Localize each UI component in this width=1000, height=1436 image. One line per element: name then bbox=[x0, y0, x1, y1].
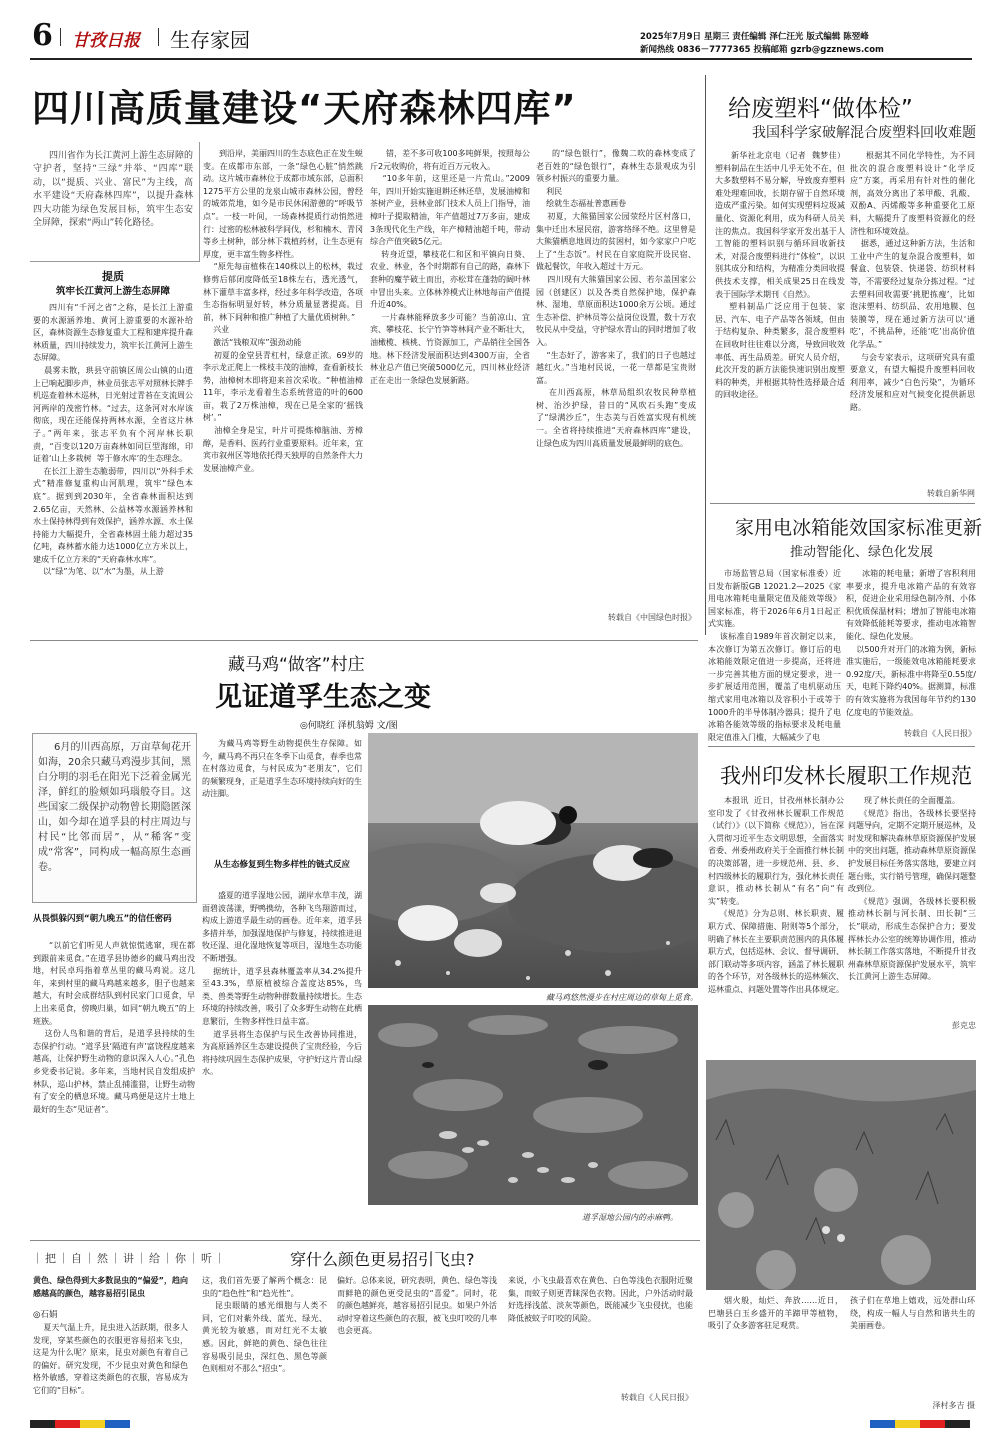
a2-credit: 转载自新华网 bbox=[927, 489, 975, 498]
divider bbox=[158, 28, 159, 46]
a5-photo-ruddy-shelduck bbox=[368, 1005, 698, 1205]
a3-title: 家用电冰箱能效国家标准更新 bbox=[735, 517, 983, 539]
a3-col2: 冰箱的耗电量；新增了容积利用率要求，提升电冰箱产品的有效容积，促进企业采用绿色制冷剂、小体积优质保温材料；增加了智能电冰箱有效降低能耗等要求，推动电冰箱智能化、绿色化发展。 以500升对开门的冰箱为例，新标准实施后，一级能效电冰箱能耗要求0.92度/天，新标准中将降至0.55度/天，电耗下降约40%。据测算，标准的有效实施将为我国每年节约约130亿度电的节能效益。 bbox=[846, 569, 976, 717]
a1-col3: 错，差不多可收100多吨鲜果，按照每公斤2元收购价，将有近百万元收入。 “10多年前，这里还是一片荒山。”2009年，四川开始实施退耕还林还草，发展油樟和茶树产业，县林业部门技术人员上门指导，油樟叶子提取精油，年产值超过7万多亩，建成3条现代化生产线，年产樟精油超千吨，带动综合产值突破5亿元。 转身近望，攀枝花仁和区和平镇向日葵、农业、林业，各个时期都有自己的路，森林下套种的魔芋破土而出，亦松茸在蓬勃的阔叶林中冒出头来。立体林养模式让林地每亩产值提升近40%。 一片森林能释放多少可能？当前凉山、宜宾、攀枝花、长宁竹笋等林间产业不断壮大，油橄榄、核桃、竹资源加工，产品销往全国各地。林下经济发展面积达到4300万亩，全省林业总产值已突破5000亿元，四川林业经济正在走出一条绿色发展新路。 bbox=[370, 149, 530, 385]
a6-col1: 夏天气温上升，昆虫进入活跃期，很多人发现，穿某些颜色的衣服更容易招来飞虫，这是为什么呢？原来，昆虫对颜色有着自己的偏好。研究发现，不少昆虫对黄色和绿色格外敏感，穿着这类颜色的衣服，容易成为它们的“目标”。 bbox=[33, 1323, 188, 1395]
a5-caption-1: 藏马鸡悠然漫步在村庄周边的草甸上觅食。 bbox=[546, 993, 698, 1002]
hotline: 新闻热线 0836－7777365 投稿邮箱 gzrb@gzznews.com bbox=[640, 45, 884, 55]
page-number: 6 bbox=[32, 18, 53, 53]
a2-col2: 根据其不同化学特性，为不同批次的混合废塑料设计“化学反应”方案，再采用有针对性的催化剂，高效分离出了苯甲酸、乳酸、双酚A、丙烯酸等多种重要化工原料，大幅提升了废塑料资源化的经济性和环境效益。 据悉，通过这种新方法，生活和工业中产生的复杂混合废塑料，如餐盒、包装袋、快递袋、纺织材料等，不需要经过复杂分拣过程。“过去塑料回收需要‘挑肥拣瘦’，比如泡沫塑料、纺织品、农用地膜、包装膜等，现在通过新方法可以‘通吃’，不挑品种，还能‘吃’出高价值化学品。” 与会专家表示，这项研究具有重要意义，有望大幅提升废塑料回收利用率，减少“白色污染”，为循环经济发展和应对气候变化提供新思路。 bbox=[850, 151, 975, 412]
a4-title: 我州印发林长履职工作规范 bbox=[720, 764, 972, 788]
a6-photo-caption-2: 孩子们在草地上嬉戏，远处群山环绕，构成一幅人与自然和谐共生的美丽画卷。 bbox=[850, 1296, 975, 1331]
a1-intro: 四川省作为长江黄河上游生态屏障的守护者，坚持“三绿”并举、“四库”联动，以“提质、兴业、富民”为主线，高水平建设“天府森林四库”，以提升森林四大功能为绿色发展目标，筑牢生态安全屏障，探索“两山”转化路径。 bbox=[33, 151, 193, 229]
a6-col3: 偏好。总体来说，研究表明，黄色、绿色等浅而鲜艳的颜色更受昆虫的“喜爱”。同时，花的颜色越鲜亮，越容易招引昆虫。如果户外活动时穿着这些颜色的衣服，被飞虫叮咬的几率也会更高。 bbox=[337, 1276, 497, 1336]
a6-credit: 转载自《人民日报》 bbox=[621, 1393, 693, 1402]
a5-col3: 盛夏的道孚湿地公园，湖岸水草丰茂，湖面碧波荡漾，野鸭携幼，各种飞鸟翔游而过，构成上游道孚最生动的画卷。近年来，道孚县多措并举，加强湿地保护与修复，持续推进退牧还湿、退化湿地恢复等项目，湿地生态功能不断增强。 据统计，道孚县森林覆盖率从34.2%提升至43.3%，草原植被综合盖度达85%，鸟类、兽类等野生动物种群数量持续增长。生态环境的持续改善，吸引了众多野生动物在此栖息繁衍，生物多样性日益丰富。 道孚县将生态保护与民生改善协同推进，为高原涵养区生态建设提供了宝贵经验，今后将持续巩固生态保护成果，守护好这片青山绿水。 bbox=[202, 891, 362, 1077]
a5-caption-2: 道孚湿地公园内的赤麻鸭。 bbox=[582, 1213, 678, 1222]
a6-byline: ◎石娟 bbox=[33, 1310, 58, 1320]
a4-credit: 彭克忠 bbox=[952, 1021, 976, 1030]
a1-col4: 的“绿色银行”，像魏二吹的森林变成了老百姓的“绿色银行”，森林生态景观成为引领乡村振兴的重要力量。 利民 绘就生态福祉普惠画卷 初夏，大熊猫国家公园荥经片区村落口，集中迁出木屋民宿，游客络绎不绝。这里曾是大熊猫栖息地周边的贫困村，如今家家户户吃上了“生态饭”。村民在自家庭院开设民宿、做起餐饮，年收入超过十万元。 四川现有大熊猫国家公园、若尔盖国家公园（创建区）以及各类自然保护地，保护森林、湿地、草原面积达1000余万公顷。通过生态补偿、护林员等公益岗位设置，数十万农牧民从中受益，守护绿水青山的同时增加了收入。 “生态好了，游客来了，我们的日子也越过越红火。”当地村民说，一花一草都是宝贵财富。 在川西高原，林草局组织农牧民种草植树、治沙护绿，昔日的“风吹石头跑”变成了“绿满沙丘”，生态美与百姓富实现有机统一。全省将持续推进“天府森林四库”建设，让绿色成为四川高质量发展最鲜明的底色。 bbox=[536, 149, 696, 448]
a1-col1: 四川有“千河之省”之称，是长江上游重要的水源涵养地、黄河上游重要的水源补给区，森林资源生态修复重大工程和建库提升森林质量，四川持续发力，筑牢长江黄河上游生态屏障。 晨雾未散，珙县守前镇区周公山镇的山道上已响起脚步声，林业员张志平对照林长牌手机巡查着林木巡林，日光射过青苔在支流周公河两岸的茂密竹林。“过去，这条河对水岸该彻底，现在还能保持两林水源，全省这片林子。”两年来，张志平负有个河岸林长职责，“百变以120万亩森林如同巨型海绵，印证着‘山上多栽树 等于修水库’的生态理念。 在长江上游生态脆弱带，四川以“外科手术式”精准修复重构山河肌理，筑牢“绿色本底”。据到到2030年，全省森林面积达到2.65亿亩，天然林、公益林等水源涵养林和水土保持林得到有效保护，涵养水源、水土保持能力大幅提升，全省森林固土能力超过35亿吨，森林蓄水能力达1000亿立方米以上，建成千亿立方米的“天府森林水库”。 以“绿”为笔、以“水”为墨，从上游 bbox=[33, 303, 193, 577]
a6-photo-caption: 烟火般，灿烂、奔放……近日，巴塘县白玉乡盛开的羊蹄甲等植物，吸引了众多游客驻足观赏。 bbox=[708, 1296, 843, 1331]
a3-subtitle: 推动智能化、绿色化发展 bbox=[790, 545, 934, 560]
divider bbox=[708, 746, 975, 747]
paper-name: 甘孜日报 bbox=[72, 31, 140, 51]
a5-subhead-2: 从生态修复到生物多样性的链式反应 bbox=[213, 860, 350, 870]
a2-title: 给废塑料“做体检” bbox=[728, 96, 913, 122]
divider bbox=[30, 1240, 700, 1241]
a6-title: 穿什么颜色更易招引飞虫? bbox=[290, 1250, 475, 1269]
a6-photo-credit: 泽村多吉 摄 bbox=[932, 1401, 975, 1410]
a5-byline: ◎何晓红 泽机翁姆 文/图 bbox=[300, 721, 398, 731]
print-color-bar-right bbox=[870, 1420, 970, 1428]
a5-intro: 6月的川西高原，万亩草甸花开如海，20余只藏马鸡漫步其间，黑白分明的羽毛在阳光下泛着金属光泽，鲜红的脸颊如玛瑙般夺目。这些国家二级保护动物曾长期隐匿深山，如今却在道孚县的村庄周边与村民“比邻而居”，从“稀客”变成“常客”，同构成一幅高原生态画卷。 bbox=[38, 742, 191, 873]
a4-col1: 本报讯 近日，甘孜州林长制办公室印发了《甘孜州林长履职工作规范（试行）》（以下简称《规范》），旨在深入贯彻习近平生态文明思想，全面落实省委、州委州政府关于全面推行林长制的决策部署，进一步规范州、县、乡、村四级林长的履职行为，强化林长责任意识，推动林长制从“有名”向“有实”转变。 《规范》分为总则、林长职责、履职方式、保障措施、附则等5个部分，明确了林长在主要职责范围内的具体履职方式，包括巡林、会议、督导调研、部门联动等多项内容，涵盖了林长履职的各个环节，对各级林长的巡林频次、巡林重点、问题处置等作出具体规定。 bbox=[708, 796, 844, 994]
a3-credit: 转载自《人民日报》 bbox=[904, 729, 976, 738]
a5-kicker: 藏马鸡“做客”村庄 bbox=[228, 655, 365, 675]
landscape-photo bbox=[706, 1060, 976, 1290]
divider bbox=[710, 503, 975, 504]
a1-col2: 到沿岸，美丽四川的生态底色正在发生蜕变。在成都市东部，一条“绿色心脏”悄然跳动。这片城市森林位于成都市域东部，总面积1275平方公里的龙泉山城市森林公园，曾经的城郊荒地，如今是市民休闲游憩的“呼吸节点”。一枝一叶间，一场森林提质行动悄然进行：过密的松林被科学间伐，杉和楠木、青冈等乡土树种，部分林下栽植药材，让生态更有厚度，更丰富生物多样性。 “原先每亩植株在140株以上的松林，栽过修剪后郁闭度降低至18株左右，透光透气，林下灌草丰富多样，经过多年科学改造，各项生态指标明显好转，林分质量显著提高。目前，林下间种和推广种植了大量优质树种。” 兴业 激活“钱粮双库”强劲动能 初夏的金堂县青杠村，绿意正浓。69岁的李示龙正爬上一株枝丰茂的油樟，查看新枝长势，油樟树木即将迎来首次采收。“种植油樟11年，李示龙看着生态系统营造的叶的600亩，栽了2万株油樟，现在已是全家的‘摇钱树’。” 油樟全身是宝，叶片可提炼樟脑油、芳樟醇，是香料、医药行业重要原料。近年来，宜宾市叙州区等地依托得天独厚的自然条件大力发展油樟产业。 bbox=[203, 149, 363, 473]
a5-subhead-1: 从畏惧躲闪到“朝九晚五”的信任密码 bbox=[33, 914, 172, 924]
a6-col4: 来说，小飞虫最喜欢在黄色、白色等浅色衣服附近聚集，而蚊子则更青睐深色衣物。因此，户外活动时最好选择浅蓝、淡灰等颜色，既能减少飞虫侵扰，也能降低被蚊子叮咬的风险。 bbox=[508, 1276, 693, 1323]
a2-col1: 新华社北京电（记者 魏梦佳）塑料制品在生活中几乎无处不在，但大多数塑料不易分解，导致废弃塑料难处理难回收，长期存留于自然环境造成严重污染。如何实现塑料垃圾减量化、资源化利用，成为科研人员关注的焦点。我国科学家开发出基于人工智能的塑料识别与循环回收新技术，对混合废塑料进行“体检”，以识别其成分和结构，为精准分类回收提供技术支撑，相关成果25日在线发表于国际学术期刊《自然》。 塑料制品广泛应用于包装、家居、汽车、电子产品等各领域，但由于结构复杂、种类繁多，混合废塑料在回收时往往难以分离，导致回收效率低、再生品质差。研究人员介绍，此次开发的新方法能快速识别出废塑料的种类，并根据其特性选择最合适的回收途径。 bbox=[715, 151, 845, 400]
a2-subtitle: 我国科学家破解混合废塑料回收难题 bbox=[752, 125, 976, 141]
divider bbox=[60, 28, 61, 46]
divider bbox=[30, 640, 698, 641]
a4-col2: 现了林长责任的全面覆盖。 《规范》指出，各级林长要坚持问题导向，定期不定期开展巡林，及时发现和解决森林草原资源保护发展中的突出问题，推动森林草原资源保护发展目标任务落实落地，要建立问题台账，实行销号管理，确保问题整改到位。 《规范》强调，各级林长要积极推动林长制与河长制、田长制“三长”联动，形成生态保护合力；要发挥林长办公室的统筹协调作用，推动林长制工作落实落地，不断提升甘孜州森林草原资源保护发展水平，筑牢长江黄河上游生态屏障。 bbox=[848, 796, 976, 982]
date-line: 2025年7月9日 星期三 责任编辑 泽仁汪光 版式编辑 陈翌峰 bbox=[640, 32, 869, 42]
a5-title: 见证道孚生态之变 bbox=[215, 682, 431, 713]
a5-photo-tibetan-eared-pheasant bbox=[368, 733, 698, 988]
a1-section-tizhi: 提质 bbox=[102, 270, 124, 283]
a5-col2: 为藏马鸡等野生动物提供生存保障。如今，藏马鸡不再只在冬季下山觅食，春季也常在村落边觅食，与村民成为“老朋友”，它们的频繁现身，正是道孚生态环境持续向好的生动注脚。 bbox=[202, 739, 362, 799]
a6-kicker: ｜把｜自｜然｜讲｜给｜你｜听｜ bbox=[32, 1252, 227, 1265]
a5-col1: “以前它们听见人声就惊慌逃窜，现在都到跟前来觅食。”在道孚县协德乡的藏马鸡出没地，村民卓玛指着草丛里的藏马鸡说。这几年，来到村里的藏马鸡越来越多，胆子也越来越大，有时会成群结队到村民家门口觅食，早上出来觅食，傍晚归巢，如同“朝九晚五”的上班族。 这份人鸟和谐的背后，是道孚县持续的生态保护行动。“道孚县‘隔道有声’富饶程度越来越高，让保护野生动物的意识深入人心。”孔色乡党委书记说。多年来，当地村民自发组成护林队，巡山护林，禁止乱捕滥猎，让野生动物有了安全的栖息环境。藏马鸡便是这片土地上最好的生态“见证者”。 bbox=[33, 941, 195, 1114]
a1-title: 四川高质量建设“天府森林四库” bbox=[32, 87, 577, 130]
a1-credit: 转载自《中国绿色时报》 bbox=[608, 613, 696, 622]
section-name: 生存家园 bbox=[170, 28, 250, 52]
a3-col1: 市场监管总局（国家标准委）近日发布新版GB 12021.2—2025《家用电冰箱耗电量限定值及能效等级》国家标准，将于2026年6月1日起正式实施。 该标准自1989年首次制定以来，本次修订为第五次修订。修订后的电冰箱能效限定值进一步提高，还将进一步完善其他方面的规定要求，进一步扩展适用范围，覆盖了电机驱动压缩式家用电冰箱以及容积小于或等于1000升的半导体制冷器具；提升了电冰箱各能效等级的指标要求及耗电量限定值准入门槛，大幅减少了电 bbox=[708, 569, 841, 742]
masthead-rule bbox=[30, 58, 972, 60]
a6-col2: 这，我们首先要了解两个概念：昆虫的“趋色性”和“趋光性”。 昆虫眼睛的感光细胞与人类不同，它们对紫外线、蓝光、绿光、黄光较为敏感，而对红光不太敏感。因此，鲜艳的黄色、绿色往往容易吸引昆虫，深红色、黑色等颜色则相对不那么“招虫”。 bbox=[202, 1276, 327, 1374]
a1-subhead: 筑牢长江黄河上游生态屏障 bbox=[55, 286, 170, 297]
print-color-bar bbox=[30, 1420, 130, 1428]
column-divider bbox=[705, 75, 706, 635]
a6-intro: 黄色、绿色得到大多数昆虫的“偏爱”，趋向感越高的颜色，越容易招引昆虫 bbox=[33, 1276, 188, 1298]
